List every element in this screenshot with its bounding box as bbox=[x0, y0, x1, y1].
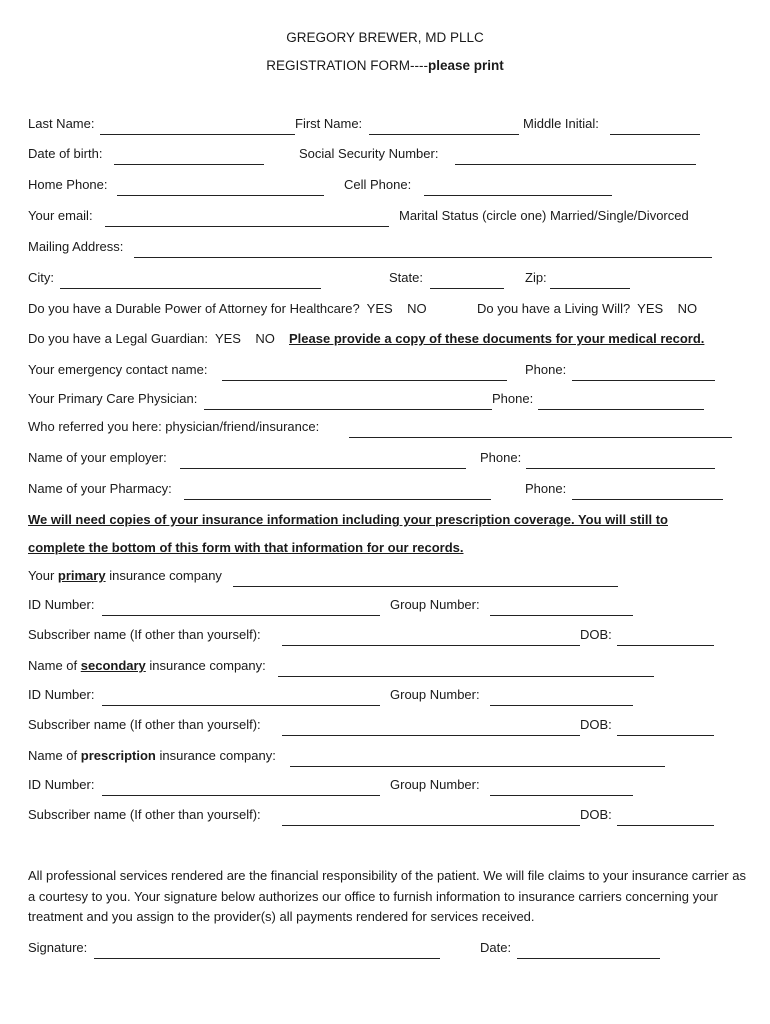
pharmacy-row bbox=[28, 481, 740, 501]
city-label: City: bbox=[28, 270, 54, 285]
signature-field[interactable] bbox=[94, 940, 440, 959]
ssn-label: Social Security Number: bbox=[299, 146, 439, 161]
secondary-insurance-row bbox=[28, 658, 740, 678]
primary-dob-field[interactable] bbox=[617, 627, 714, 646]
prescription-label-bold: prescription bbox=[80, 748, 156, 763]
prescription-insurance-label bbox=[28, 748, 276, 763]
cell-phone-field[interactable] bbox=[424, 177, 612, 196]
mailing-address-field[interactable] bbox=[134, 239, 712, 258]
insurance-note-text2: complete the bottom of this form with that information for our records. bbox=[28, 540, 464, 555]
last-name-label: Last Name: bbox=[28, 116, 95, 131]
signature-row bbox=[28, 940, 740, 960]
prescription-id-field[interactable] bbox=[102, 777, 380, 796]
secondary-subscriber-row bbox=[28, 717, 740, 737]
secondary-id-field[interactable] bbox=[102, 687, 380, 706]
city-row bbox=[28, 270, 740, 290]
pcp-label: Your Primary Care Physician: bbox=[28, 391, 198, 406]
guardian-question[interactable]: Do you have a Legal Guardian: YES NO bbox=[28, 331, 275, 346]
marital-status-label[interactable]: Marital Status (circle one) Married/Single/Divorced bbox=[399, 208, 689, 223]
phone-row bbox=[28, 177, 740, 197]
prescription-id-row bbox=[28, 777, 740, 797]
home-phone-field[interactable] bbox=[117, 177, 324, 196]
email-field[interactable] bbox=[105, 208, 389, 227]
poa-row bbox=[28, 301, 740, 321]
prescription-label-pre: Name of bbox=[28, 748, 81, 763]
pcp-phone-field[interactable] bbox=[538, 391, 704, 410]
dob-ssn-row bbox=[28, 146, 740, 166]
emergency-phone-label: Phone: bbox=[525, 362, 567, 377]
primary-id-label: ID Number: bbox=[28, 597, 95, 612]
zip-label: Zip: bbox=[525, 270, 547, 285]
prescription-subscriber-field[interactable] bbox=[282, 807, 580, 826]
secondary-subscriber-label: Subscriber name (If other than yourself): bbox=[28, 717, 261, 732]
prescription-group-field[interactable] bbox=[490, 777, 633, 796]
primary-id-field[interactable] bbox=[102, 597, 380, 616]
signature-label: Signature: bbox=[28, 940, 88, 955]
referred-label: Who referred you here: physician/friend/insurance: bbox=[28, 419, 320, 434]
date-field[interactable] bbox=[517, 940, 660, 959]
prescription-insurance-field[interactable] bbox=[290, 748, 665, 767]
pcp-row bbox=[28, 391, 740, 411]
pharmacy-phone-field[interactable] bbox=[572, 481, 723, 500]
prescription-subscriber-label: Subscriber name (If other than yourself): bbox=[28, 807, 261, 822]
first-name-field[interactable] bbox=[369, 116, 519, 135]
emergency-phone-field[interactable] bbox=[572, 362, 715, 381]
last-name-field[interactable] bbox=[100, 116, 295, 135]
primary-subscriber-field[interactable] bbox=[282, 627, 580, 646]
pharmacy-field[interactable] bbox=[184, 481, 491, 500]
form-title bbox=[0, 58, 770, 73]
middle-initial-field[interactable] bbox=[610, 116, 700, 135]
secondary-dob-label: DOB: bbox=[580, 717, 612, 732]
insurance-note-line2 bbox=[28, 540, 740, 560]
primary-group-field[interactable] bbox=[490, 597, 633, 616]
emergency-contact-field[interactable] bbox=[222, 362, 507, 381]
guardian-row bbox=[28, 331, 740, 351]
middle-initial-label: Middle Initial: bbox=[523, 116, 599, 131]
primary-insurance-field[interactable] bbox=[233, 568, 618, 587]
insurance-note-line1 bbox=[28, 512, 740, 532]
primary-insurance-row bbox=[28, 568, 740, 588]
employer-field[interactable] bbox=[180, 450, 466, 469]
secondary-subscriber-field[interactable] bbox=[282, 717, 580, 736]
primary-label-bold: primary bbox=[57, 568, 106, 583]
prescription-subscriber-row bbox=[28, 807, 740, 827]
primary-subscriber-label: Subscriber name (If other than yourself): bbox=[28, 627, 261, 642]
state-field[interactable] bbox=[430, 270, 504, 289]
pharmacy-label: Name of your Pharmacy: bbox=[28, 481, 172, 496]
prescription-dob-field[interactable] bbox=[617, 807, 714, 826]
primary-id-row bbox=[28, 597, 740, 617]
home-phone-label: Home Phone: bbox=[28, 177, 108, 192]
primary-dob-label: DOB: bbox=[580, 627, 612, 642]
prescription-group-label: Group Number: bbox=[390, 777, 480, 792]
prescription-id-label: ID Number: bbox=[28, 777, 95, 792]
referred-field[interactable] bbox=[349, 419, 732, 438]
prescription-insurance-row bbox=[28, 748, 740, 768]
first-name-label: First Name: bbox=[295, 116, 363, 131]
secondary-insurance-label bbox=[28, 658, 266, 673]
referred-row bbox=[28, 419, 740, 439]
secondary-label-bold: secondary bbox=[80, 658, 146, 673]
primary-insurance-label bbox=[28, 568, 222, 583]
state-label: State: bbox=[389, 270, 423, 285]
employer-row bbox=[28, 450, 740, 470]
secondary-group-label: Group Number: bbox=[390, 687, 480, 702]
dob-field[interactable] bbox=[114, 146, 264, 165]
date-label: Date: bbox=[480, 940, 512, 955]
cell-phone-label: Cell Phone: bbox=[344, 177, 412, 192]
pharmacy-phone-label: Phone: bbox=[525, 481, 567, 496]
primary-subscriber-row bbox=[28, 627, 740, 647]
guardian-note: Please provide a copy of these documents for your medical record. bbox=[289, 331, 705, 346]
dob-label: Date of birth: bbox=[28, 146, 103, 161]
primary-label-pre: Your bbox=[28, 568, 58, 583]
ssn-field[interactable] bbox=[455, 146, 696, 165]
secondary-dob-field[interactable] bbox=[617, 717, 714, 736]
city-field[interactable] bbox=[60, 270, 321, 289]
employer-phone-label: Phone: bbox=[480, 450, 522, 465]
mailing-row bbox=[28, 239, 740, 259]
living-will-question[interactable]: Do you have a Living Will? YES NO bbox=[477, 301, 698, 316]
primary-group-label: Group Number: bbox=[390, 597, 480, 612]
practice-name: GREGORY BREWER, MD PLLC bbox=[286, 30, 484, 45]
employer-label: Name of your employer: bbox=[28, 450, 167, 465]
secondary-id-label: ID Number: bbox=[28, 687, 95, 702]
pcp-phone-label: Phone: bbox=[492, 391, 534, 406]
primary-label-post: insurance company bbox=[105, 568, 222, 583]
prescription-dob-label: DOB: bbox=[580, 807, 612, 822]
emergency-contact-label: Your emergency contact name: bbox=[28, 362, 208, 377]
form-title-prefix: REGISTRATION FORM---- bbox=[266, 58, 428, 73]
insurance-note-text1: We will need copies of your insurance information including your prescription coverage. You will still to bbox=[28, 512, 668, 527]
secondary-label-pre: Name of bbox=[28, 658, 81, 673]
mailing-address-label: Mailing Address: bbox=[28, 239, 124, 254]
secondary-id-row bbox=[28, 687, 740, 707]
financial-responsibility-paragraph: All professional services rendered are the financial responsibility of the patient. We will file claims to your insurance carrier as a courtesy to you. Your signature below authorizes our office to furnish information to insurance carriers concerning your treatment and you assign to the provider(s) all payments rendered for services received. bbox=[28, 868, 746, 924]
form-title-bold: please print bbox=[427, 58, 504, 73]
prescription-label-post: insurance company: bbox=[155, 748, 276, 763]
zip-field[interactable] bbox=[550, 270, 630, 289]
pcp-field[interactable] bbox=[204, 391, 492, 410]
poa-question[interactable]: Do you have a Durable Power of Attorney for Healthcare? YES NO bbox=[28, 301, 427, 316]
secondary-label-post: insurance company: bbox=[145, 658, 266, 673]
emergency-row bbox=[28, 362, 740, 382]
secondary-group-field[interactable] bbox=[490, 687, 633, 706]
name-row bbox=[28, 116, 740, 136]
employer-phone-field[interactable] bbox=[526, 450, 715, 469]
secondary-insurance-field[interactable] bbox=[278, 658, 654, 677]
email-label: Your email: bbox=[28, 208, 93, 223]
email-row bbox=[28, 208, 740, 228]
